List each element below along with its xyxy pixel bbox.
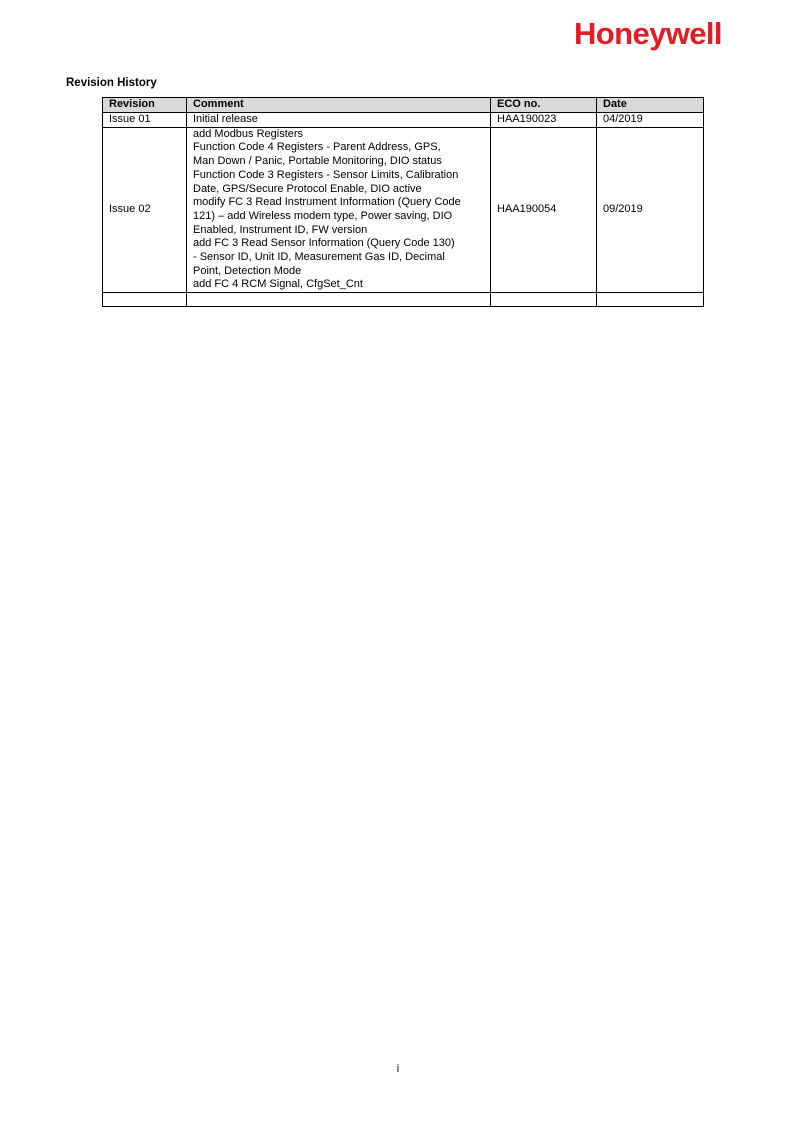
header-date: Date [597, 98, 704, 113]
comment-line: Point, Detection Mode [193, 264, 302, 277]
cell-revision: Issue 01 [103, 113, 187, 128]
comment-line: Date, GPS/Secure Protocol Enable, DIO active [193, 182, 422, 195]
comment-line: Function Code 4 Registers - Parent Address, GPS, [193, 141, 441, 154]
cell-eco [491, 293, 597, 307]
cell-date: 09/2019 [597, 127, 704, 292]
header-eco: ECO no. [491, 98, 597, 113]
comment-line: Enabled, Instrument ID, FW version [193, 223, 368, 236]
table-row-empty [103, 293, 704, 307]
comment-line: Function Code 3 Registers - Sensor Limits, Calibration [193, 168, 459, 181]
cell-eco: HAA190023 [491, 113, 597, 128]
cell-date: 04/2019 [597, 113, 704, 128]
comment-line: add FC 3 Read Sensor Information (Query Code 130) [193, 237, 455, 250]
cell-revision [103, 293, 187, 307]
cell-comment [187, 113, 491, 128]
comment-line: add FC 4 RCM Signal, CfgSet_Cnt [193, 278, 363, 291]
comment-line: modify FC 3 Read Instrument Information (Query Code [193, 196, 461, 209]
revision-history-table [102, 97, 704, 307]
cell-comment [187, 293, 491, 307]
honeywell-logo: Honeywell [574, 16, 722, 51]
comment-line: Man Down / Panic, Portable Monitoring, DIO status [193, 155, 442, 168]
cell-comment [187, 127, 491, 292]
header-revision: Revision [103, 98, 187, 113]
table-header-row [103, 98, 704, 113]
section-title: Revision History [66, 77, 157, 89]
page-number: i [396, 1063, 400, 1075]
header-comment: Comment [187, 98, 491, 113]
comment-line: 121) – add Wireless modem type, Power saving, DIO [193, 209, 453, 222]
cell-eco: HAA190054 [491, 127, 597, 292]
comment-line: Initial release [193, 113, 258, 125]
comment-line: - Sensor ID, Unit ID, Measurement Gas ID, Decimal [193, 251, 445, 264]
cell-revision: Issue 02 [103, 127, 187, 292]
comment-line: add Modbus Registers [193, 127, 304, 140]
table-row [103, 113, 704, 128]
table-row [103, 127, 704, 292]
cell-date [597, 293, 704, 307]
